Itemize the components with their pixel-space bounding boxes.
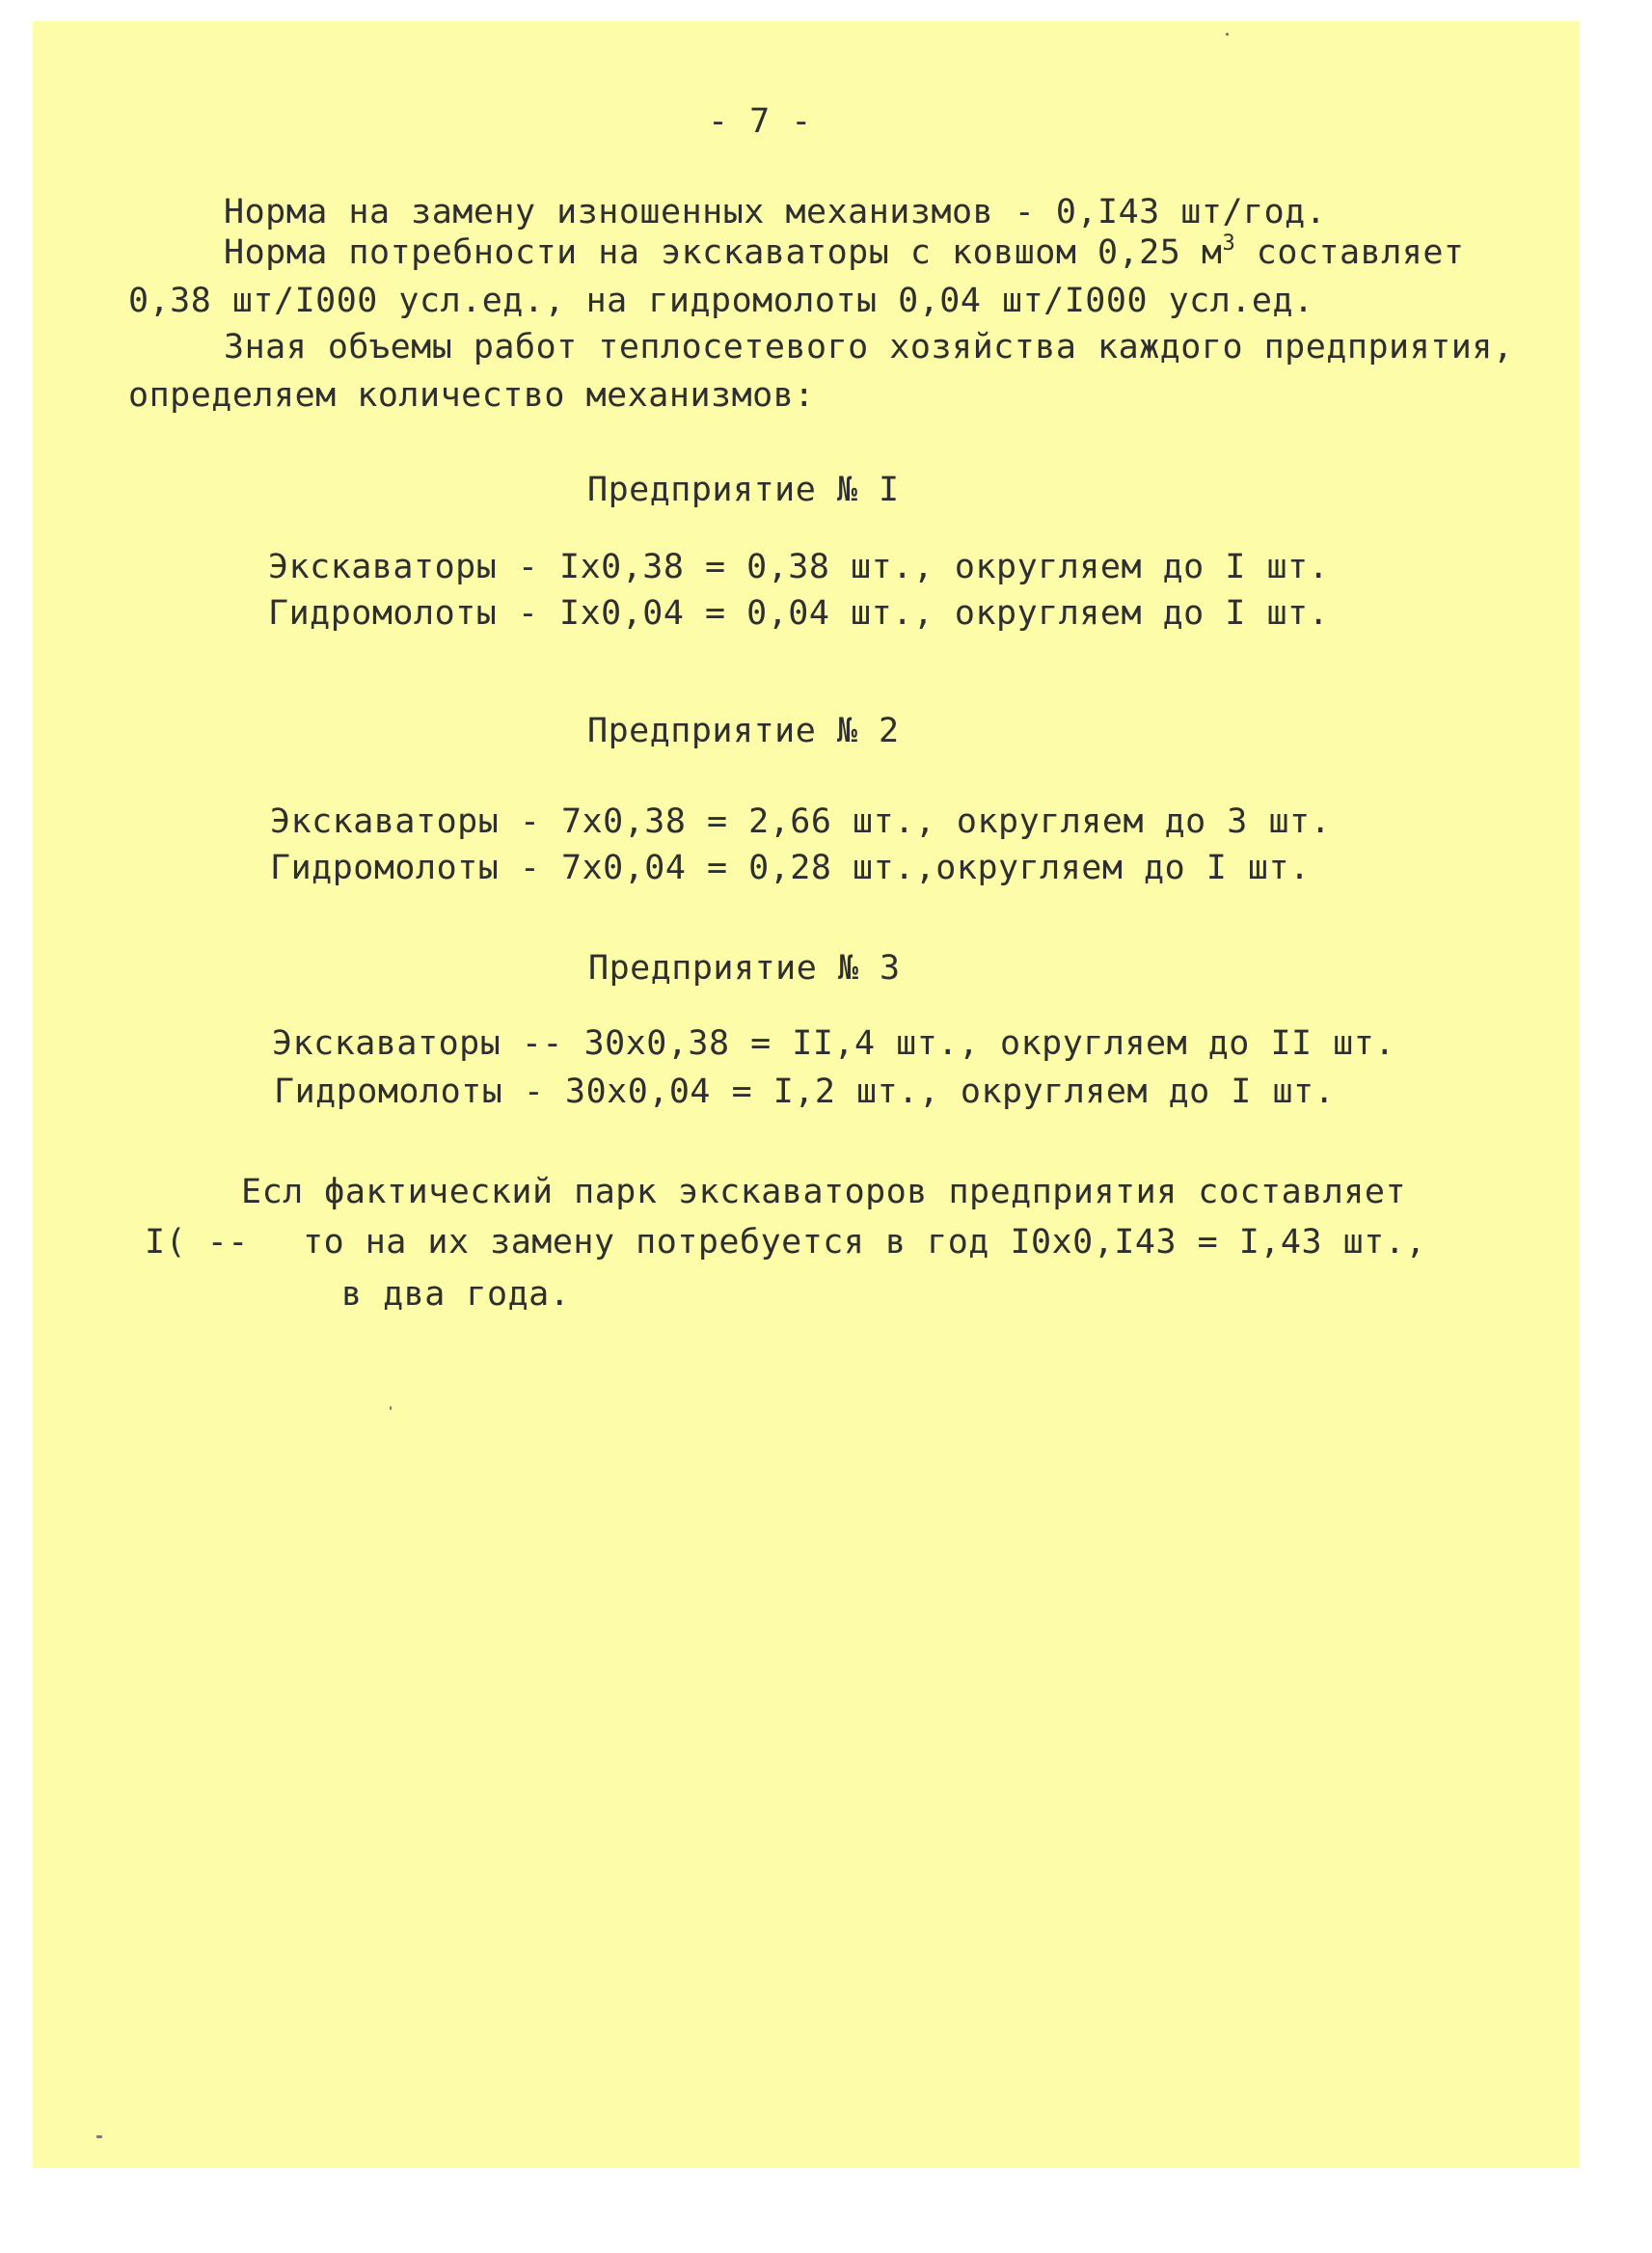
scan-speck [1226,33,1229,36]
calc-line: Экскаваторы -- 30х0,38 = II,4 шт., округляем до II шт. [272,1024,1395,1063]
paragraph-line [224,233,1465,277]
paragraph-line: в два года. [341,1275,571,1314]
enterprise-heading: Предприятие № 2 [587,712,900,750]
paragraph-line: то на их замену потребуется в год I0х0,I43 = I,43 шт., [303,1223,1426,1262]
calc-line: Гидромолоты - 7х0,04 = 0,28 шт.,округляем до I шт. [270,849,1311,887]
calc-line: Экскаваторы - 7х0,38 = 2,66 шт., округляем до 3 шт. [270,802,1332,841]
calc-line: Гидромолоты - Iх0,04 = 0,04 шт., округляем до I шт. [268,594,1330,633]
enterprise-heading: Предприятие № I [587,471,900,509]
paragraph-text: составляет [1235,233,1465,272]
paragraph-line: определяем количество механизмов: [128,376,815,415]
document-page [33,21,1580,2168]
page-number: - 7 - [708,102,812,141]
paragraph-line: 0,38 шт/I000 усл.ед., на гидромолоты 0,04 шт/I000 усл.ед. [128,282,1314,320]
calc-line: Экскаваторы - Iх0,38 = 0,38 шт., округляем до I шт. [268,548,1330,586]
paragraph-text: Норма потребности на экскаваторы с ковшом 0,25 м [224,233,1223,272]
enterprise-heading: Предприятие № 3 [588,949,901,988]
scan-speck [390,1406,392,1410]
calc-line: Гидромолоты - 30х0,04 = I,2 шт., округляем до I шт. [274,1072,1336,1111]
superscript: 3 [1222,231,1236,256]
paragraph-line-fragment: I( -- [145,1223,249,1262]
paragraph-line: Есл фактический парк экскаваторов предприятия составляет [241,1173,1407,1211]
scan-speck [96,2135,102,2138]
paragraph-line: Зная объемы работ теплосетевого хозяйства каждого предприятия, [224,328,1514,366]
paragraph-line: Норма на замену изношенных механизмов - 0,I43 шт/год. [224,193,1327,231]
